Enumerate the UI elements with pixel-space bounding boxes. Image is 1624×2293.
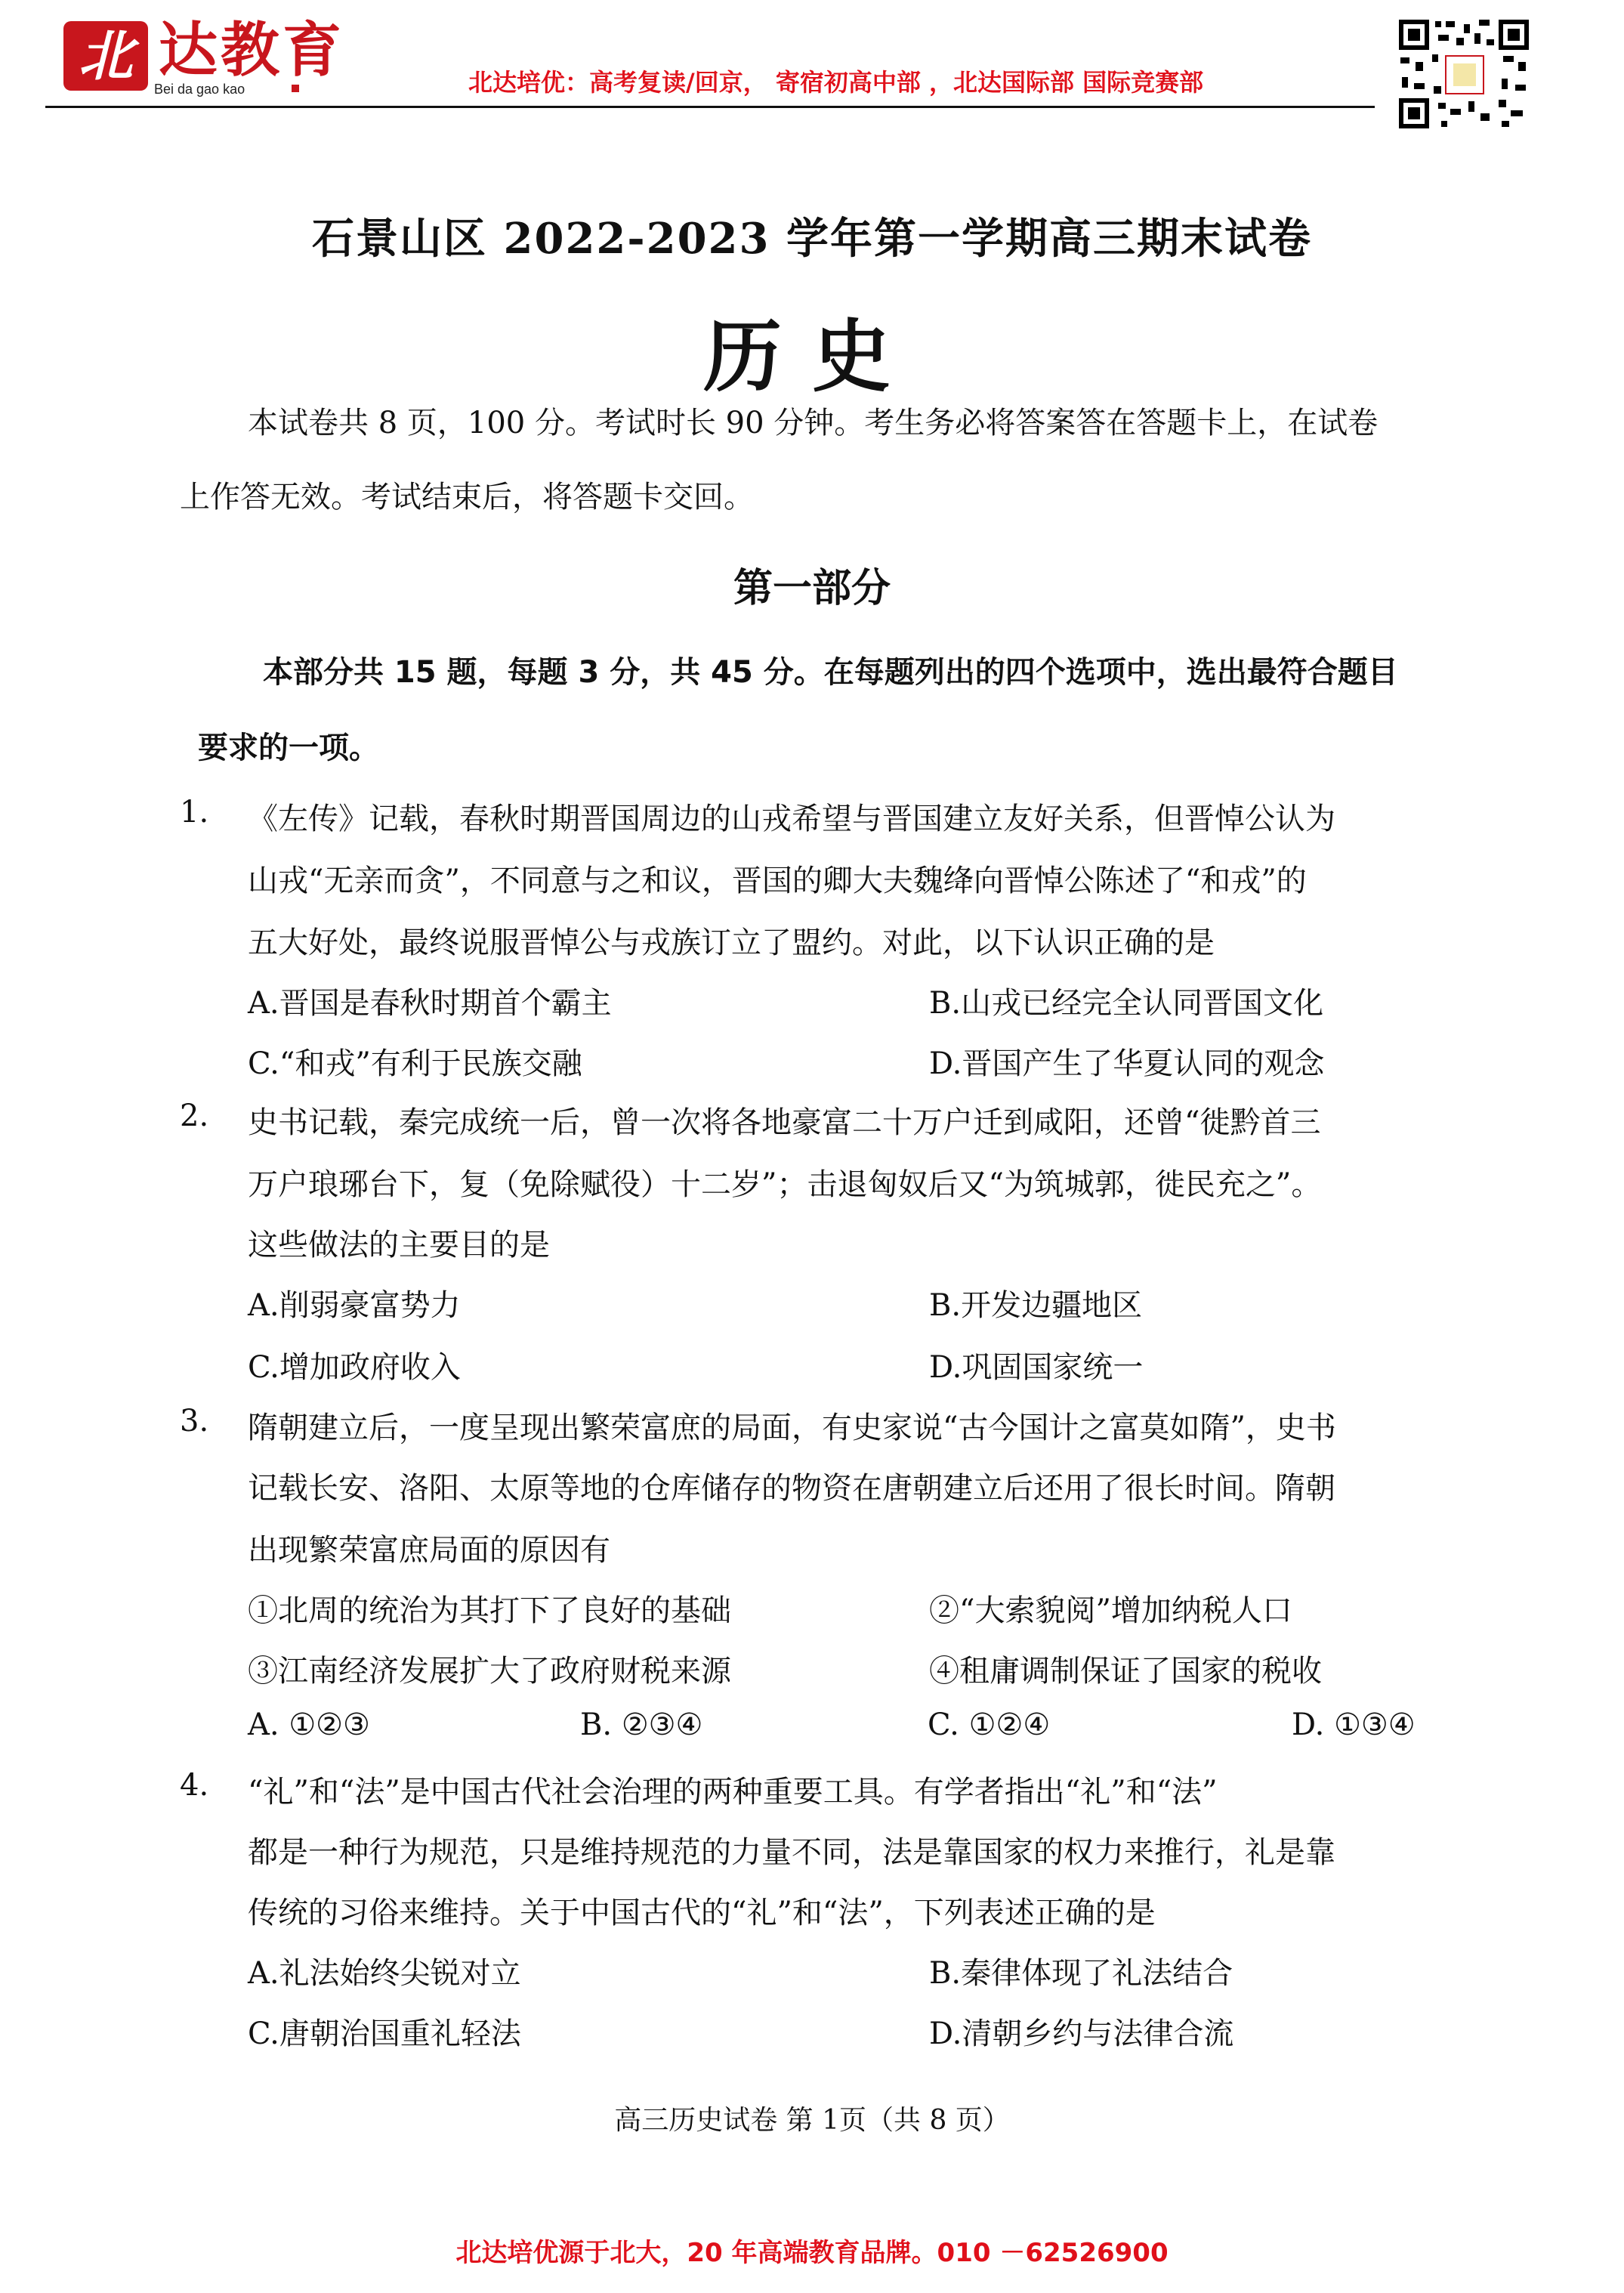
option-c[interactable]: C. ①②④ <box>928 1707 1051 1742</box>
question-text: 山戎“无亲而贪”，不同意与之和议，晋国的卿大夫魏绛向晋悼公陈述了“和戎”的 <box>248 864 1307 898</box>
statement-item: ①北周的统治为其打下了良好的基础 <box>248 1593 731 1628</box>
option-b[interactable]: B. ②③④ <box>580 1707 703 1742</box>
question-text: 《左传》记载，春秋时期晋国周边的山戎希望与晋国建立友好关系，但晋悼公认为 <box>248 802 1335 836</box>
question-text: 万户琅琊台下，复（免除赋役）十二岁”；击退匈奴后又“为筑城郭，徙民充之”。 <box>248 1167 1322 1202</box>
option-d[interactable]: D.清朝乡约与法律合流 <box>929 2016 1234 2051</box>
option-a[interactable]: A.礼法始终尖锐对立 <box>248 1956 521 1991</box>
qr-code-icon <box>1396 17 1532 131</box>
question-text: 隋朝建立后，一度呈现出繁荣富庶的局面，有史家说“古今国计之富莫如隋”，史书 <box>248 1411 1336 1445</box>
option-c[interactable]: C.增加政府收入 <box>248 1350 461 1385</box>
logo-pinyin: Bei da gao kao <box>154 82 245 97</box>
bottom-slogan: 北达培优源于北大，20 年高端教育品牌。010 －62526900 <box>455 2238 1169 2268</box>
question-number: 3. <box>180 1404 209 1439</box>
exam-title: 石景山区 2022-2023 学年第一学期高三期末试卷 <box>312 214 1312 264</box>
logo-mark: 北 <box>63 21 148 91</box>
question-number: 4. <box>180 1768 209 1803</box>
part-instruction: 本部分共 15 题，每题 3 分，共 45 分。在每题列出的四个选项中，选出最符合题目 <box>263 655 1398 690</box>
question-text: 出现繁荣富庶局面的原因有 <box>248 1533 610 1568</box>
logo-text: 达教育 <box>159 16 345 85</box>
question-text: “礼”和“法”是中国古代社会治理的两种重要工具。有学者指出“礼”和“法” <box>248 1775 1218 1809</box>
option-b[interactable]: B.山戎已经完全认同晋国文化 <box>929 986 1324 1021</box>
statement-item: ③江南经济发展扩大了政府财税来源 <box>248 1654 731 1689</box>
option-a[interactable]: A.晋国是春秋时期首个霸主 <box>248 986 612 1021</box>
part-instruction: 要求的一项。 <box>198 731 379 765</box>
statement-item: ④租庸调制保证了国家的税收 <box>929 1654 1322 1689</box>
option-c[interactable]: C.唐朝治国重礼轻法 <box>248 2016 521 2051</box>
option-b[interactable]: B.秦律体现了礼法结合 <box>929 1956 1233 1991</box>
subject-title: 历史 <box>702 310 921 403</box>
header-slogan: 北达培优：高考复读/回京， 寄宿初高中部 ，北达国际部 国际竞赛部 <box>468 68 1204 97</box>
option-d[interactable]: D. ①③④ <box>1292 1707 1416 1742</box>
statement-item: ②“大索貌阅”增加纳税人口 <box>929 1593 1292 1628</box>
logo-dot <box>292 85 299 92</box>
question-text: 五大好处，最终说服晋悼公与戎族订立了盟约。对此，以下认识正确的是 <box>248 926 1215 960</box>
option-c[interactable]: C.“和戎”有利于民族交融 <box>248 1046 582 1081</box>
option-a[interactable]: A.削弱豪富势力 <box>248 1288 461 1323</box>
option-d[interactable]: D.巩固国家统一 <box>929 1350 1144 1385</box>
question-text: 这些做法的主要目的是 <box>248 1228 550 1262</box>
question-text: 都是一种行为规范，只是维持规范的力量不同，法是靠国家的权力来推行，礼是靠 <box>248 1835 1335 1870</box>
question-text: 史书记载，秦完成统一后，曾一次将各地豪富二十万户迁到咸阳，还曾“徙黔首三 <box>248 1105 1321 1140</box>
question-number: 2. <box>180 1099 209 1133</box>
intro-line: 本试卷共 8 页，100 分。考试时长 90 分钟。考生务必将答案答在答题卡上，在试卷 <box>248 406 1379 440</box>
part-title: 第一部分 <box>733 566 891 611</box>
option-d[interactable]: D.晋国产生了华夏认同的观念 <box>929 1046 1325 1081</box>
header-divider <box>45 106 1375 108</box>
question-text: 记载长安、洛阳、太原等地的仓库储存的物资在唐朝建立后还用了很长时间。隋朝 <box>248 1471 1335 1506</box>
intro-line: 上作答无效。考试结束后，将答题卡交回。 <box>180 480 754 515</box>
question-text: 传统的习俗来维持。关于中国古代的“礼”和“法”，下列表述正确的是 <box>248 1896 1156 1930</box>
option-b[interactable]: B.开发边疆地区 <box>929 1288 1143 1323</box>
option-a[interactable]: A. ①②③ <box>248 1707 370 1742</box>
question-number: 1. <box>180 795 209 830</box>
page-footer: 高三历史试卷 第 1页（共 8 页） <box>614 2105 1010 2136</box>
